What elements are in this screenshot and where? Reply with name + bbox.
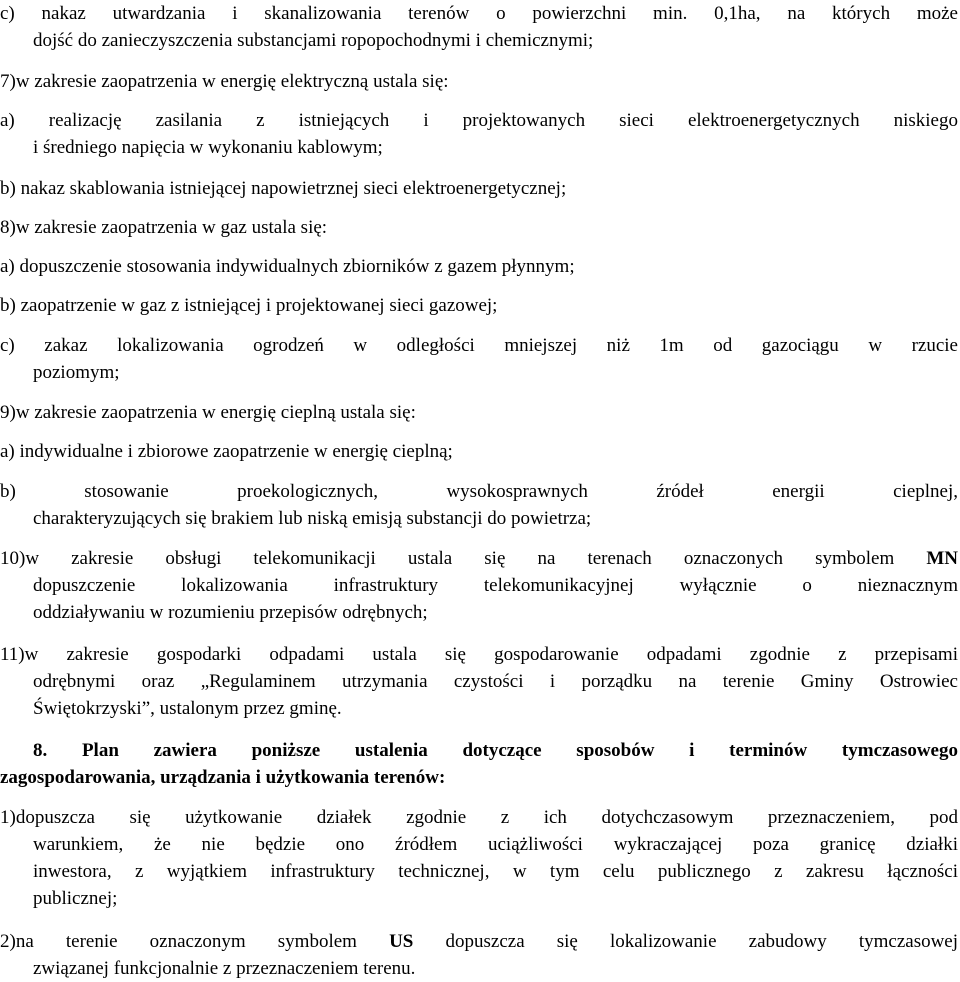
section-8-heading [0, 216, 958, 239]
text-line: oddziaływaniu w rozumieniu przepisów odrębnych; [33, 602, 428, 623]
text-span: 10)w zakresie obsługi telekomunikacji ustala się na terenach oznaczonych symbolem [0, 548, 895, 569]
text-line: a) realizację zasilania z istniejących i projektowanych sieci elektroenergetycznych niskiego [0, 110, 958, 131]
text-line: publicznej; [33, 888, 118, 909]
text-line [0, 930, 958, 953]
item-q2 [0, 930, 958, 980]
item-7b [0, 177, 958, 200]
paragraph-number: 8. [33, 740, 48, 761]
text-span: 2)na terenie oznaczonym symbolem [0, 931, 357, 952]
text-line: c) zakaz lokalizowania ogrodzeń w odległości mniejszej niż 1m od gazociągu w rzucie [0, 335, 958, 356]
text-line: dojść do zanieczyszczenia substancjami ropopochodnymi i chemicznymi; [33, 30, 594, 51]
text-line: warunkiem, że nie będzie ono źródłem uciążliwości wykraczającej poza granicę działki [33, 834, 958, 855]
text-line: a) indywidualne i zbiorowe zaopatrzenie w energię cieplną; [0, 441, 453, 462]
text-line: c) nakaz utwardzania i skanalizowania terenów o powierzchni min. 0,1ha, na których może [0, 3, 958, 24]
text-line: zagospodarowania, urządzania i użytkowania terenów: [0, 767, 446, 788]
paragraph-8-bold [0, 739, 958, 789]
item-q1 [0, 806, 958, 910]
item-8c [0, 334, 958, 384]
text-line: 1)dopuszcza się użytkowanie działek zgodnie z ich dotychczasowym przeznaczeniem, pod [0, 807, 958, 828]
text-line: dopuszczenie lokalizowania infrastruktury telekomunikacyjnej wyłącznie o nieznacznym [33, 575, 958, 596]
item-c-canalization [0, 2, 958, 52]
text-line: Świętokrzyski”, ustalonym przez gminę. [33, 698, 342, 719]
text-line: poziomym; [33, 362, 120, 383]
text-line: 9)w zakresie zaopatrzenia w energię cieplną ustala się: [0, 402, 416, 423]
text-line: 11)w zakresie gospodarki odpadami ustala się gospodarowanie odpadami zgodnie z przepisami [0, 644, 958, 665]
text-line: związanej funkcjonalnie z przeznaczeniem terenu. [33, 958, 416, 979]
text-line: 7)w zakresie zaopatrzenia w energię elektryczną ustala się: [0, 71, 449, 92]
text-span: Plan zawiera poniższe ustalenia dotyczące sposobów i terminów tymczasowego [81, 740, 958, 761]
symbol-us: US [389, 931, 414, 952]
text-line [0, 547, 958, 570]
text-line: b) nakaz skablowania istniejącej napowietrznej sieci elektroenergetycznej; [0, 178, 567, 199]
item-8b [0, 294, 958, 317]
section-7-heading [0, 70, 958, 93]
text-line: i średniego napięcia w wykonaniu kablowym; [33, 137, 383, 158]
text-line [0, 739, 958, 762]
text-line: 8)w zakresie zaopatrzenia w gaz ustala się: [0, 217, 328, 238]
item-8a [0, 255, 958, 278]
text-span: dopuszcza się lokalizowanie zabudowy tymczasowej [445, 931, 959, 952]
text-line: b) stosowanie proekologicznych, wysokosprawnych źródeł energii cieplnej, [0, 481, 958, 502]
text-line: charakteryzujących się brakiem lub niską emisją substancji do powietrza; [33, 508, 592, 529]
item-9a [0, 440, 958, 463]
section-10 [0, 547, 958, 624]
item-7a [0, 109, 958, 159]
section-11 [0, 643, 958, 720]
item-9b [0, 480, 958, 530]
text-line: a) dopuszczenie stosowania indywidualnych zbiorników z gazem płynnym; [0, 256, 575, 277]
text-line: b) zaopatrzenie w gaz z istniejącej i projektowanej sieci gazowej; [0, 295, 498, 316]
symbol-mn: MN [926, 548, 959, 569]
text-line: inwestora, z wyjątkiem infrastruktury technicznej, w tym celu publicznego z zakresu łączności [33, 861, 958, 882]
text-line: odrębnymi oraz „Regulaminem utrzymania czystości i porządku na terenie Gminy Ostrowiec [33, 671, 958, 692]
section-9-heading [0, 401, 958, 424]
